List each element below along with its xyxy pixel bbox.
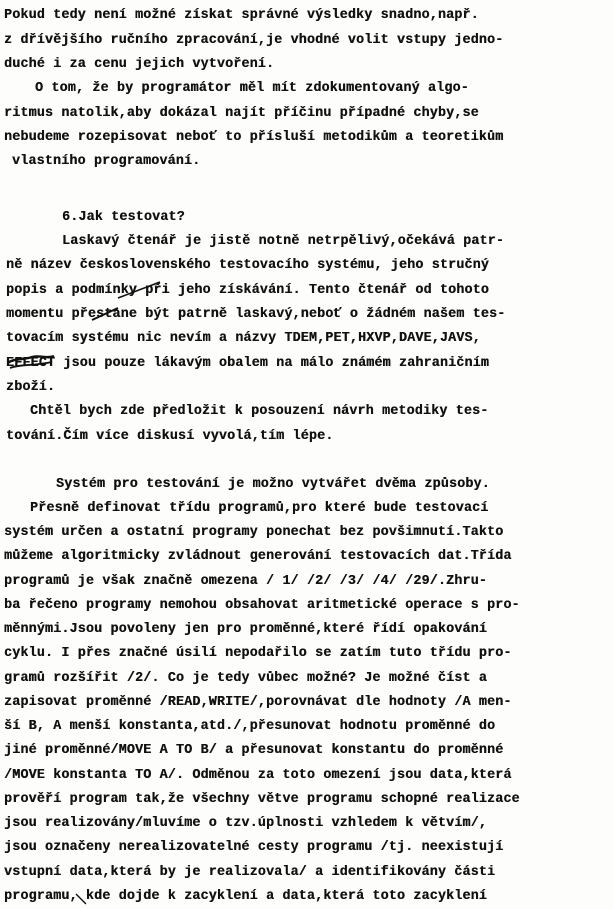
text-line: O tom, že by programátor měl mít zdokumentovaný algo- — [35, 81, 469, 96]
text-line: systém určen a ostatní programy ponechat bez povšimnutí.Takto — [4, 525, 504, 540]
text-line: z dřívějšího ručního zpracování,je vhodné volit vstupy jedno- — [4, 33, 504, 48]
text-line: Laskavý čtenář je jistě notně netrpělivý,očekává patr- — [62, 234, 505, 249]
text-line: jiné proměnné/MOVE A TO B/ a přesunovat konstantu do proměnné — [4, 743, 504, 758]
text-line: Chtěl bych zde předložit k posouzení návrh metodiky tes- — [30, 404, 489, 419]
text-line: gramů rozšířit /2/. Co je tedy vůbec možné? Je možné číst a — [4, 671, 487, 686]
text-line: ba řečeno programy nemohou obsahovat aritmetické operace s pro- — [4, 598, 520, 613]
section-heading: 6.Jak testovat? — [62, 210, 185, 225]
text-line: měnnými.Jsou povoleny jen pro proměnné,které řídí opakování — [4, 622, 487, 637]
text-line: zapisovat proměnné /READ,WRITE/,porovnávat dle hodnoty /A men- — [4, 695, 512, 710]
text-line: momentu přestane být patrně laskavý,neboť o žádném našem tes- — [6, 307, 506, 322]
text-line: vstupní data,která by je realizovala/ a identifikovány části — [4, 865, 496, 880]
text-line: prověří program tak,že všechny větve programu schopné realizace — [4, 792, 520, 807]
text-line: ší B, A menší konstanta,atd./,přesunovat hodnotu proměnné do — [4, 719, 496, 734]
text-line: vlastního programování. — [12, 154, 201, 169]
text-line: programů je však značně omezena / 1/ /2/ /3/ /4/ /29/.Zhru- — [4, 574, 487, 589]
text-line: popis a podmínky při jeho získávání. Tento čtenář od tohoto — [6, 283, 489, 298]
text-line: Pokud tedy není možné získat správné výsledky snadno,např. — [4, 8, 479, 23]
text-line: /MOVE konstanta TO A/. Odměnou za toto omezení jsou data,která — [4, 768, 512, 783]
text-line: můžeme algoritmicky zvládnout generování testovacích dat.Třída — [4, 549, 512, 564]
text-line: ně název československého testovacího systému, jeho stručný — [6, 258, 489, 273]
text-line: duché i za cenu jejich vytvoření. — [4, 57, 275, 72]
text-line: tování.Čím více diskusí vyvolá,tím lépe. — [6, 429, 334, 444]
text-line: zboží. — [6, 380, 56, 395]
text-line: jsou realizovány/mluvíme o tzv.úplnosti vzhledem k větvím/, — [4, 816, 487, 831]
text-line: programu, kde dojde k zacyklení a data,která toto zacyklení — [4, 889, 487, 904]
text-line: jsou označeny nerealizovatelné cesty programu /tj. neexistují — [4, 840, 504, 855]
text-line: Přesně definovat třídu programů,pro které bude testovací — [30, 501, 489, 516]
text-line: EFFECT jsou pouze lákavým obalem na málo známém zahraničním — [6, 356, 489, 371]
text-line: Systém pro testování je možno vytvářet dvěma způsoby. — [56, 477, 490, 492]
text-line: tovacím systému nic nevím a názvy TDEM,PET,HXVP,DAVE,JAVS, — [6, 331, 481, 346]
text-line: ritmus natolik,aby dokázal najít příčinu případné chyby,se — [4, 106, 479, 121]
text-line: cyklu. I přes značné úsilí nepodařilo se zatím tuto třídu pro- — [4, 646, 512, 661]
text-line: nebudeme rozepisovat neboť to přísluší metodikům a teoretikům — [4, 130, 504, 145]
